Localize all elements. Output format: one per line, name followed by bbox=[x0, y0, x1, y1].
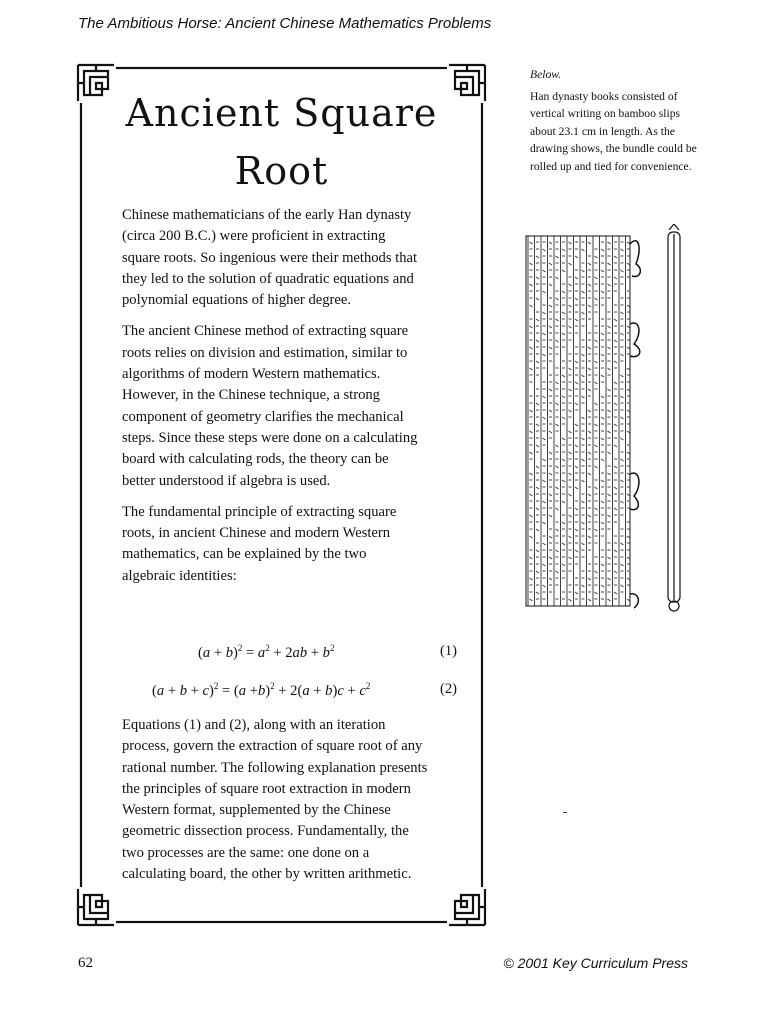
equation-1-expression: $(a + b)^2 = a^2 + 2ab + b^2$ bbox=[198, 643, 335, 661]
paragraph-1-part-b: ) were proficient in extracting square roots. So ingenious were their methods that they led to the solution of quadratic equations and polynomial equations of higher degree. bbox=[122, 228, 418, 309]
corner-ornament-bottom-right bbox=[445, 885, 489, 929]
caption-lead: Below. bbox=[530, 68, 562, 81]
caption-text: Han dynasty books consisted of vertical writing on bamboo slips about 23.1 cm in length. As the drawing shows, the bundle could be rolled up and tied for convenience. bbox=[530, 89, 697, 173]
era-abbreviation: B.C. bbox=[184, 228, 212, 245]
bamboo-slip-lines bbox=[528, 236, 630, 606]
page-number: 62 bbox=[78, 955, 93, 971]
article-body-continued bbox=[122, 715, 432, 885]
paragraph-4: Equations (1) and (2), along with an iteration process, govern the extraction of square root of any rational number. The following explanation presents the principles of square root extraction in modern Western format, supplemented by the Chinese geometric dissection process. Fundamentally, the two processes are the same: one done on a calculating board, the other by written arithmetic. bbox=[122, 717, 428, 883]
equation-2-number: (2) bbox=[440, 681, 458, 697]
page-title-line-1: Ancient Square bbox=[125, 91, 438, 135]
illustration-caption bbox=[530, 66, 700, 176]
equation-2-expression: $(a + b + c)^2 = (a +b)^2 + 2(a + b)c + c^2$ bbox=[152, 681, 371, 699]
paragraph-1 bbox=[122, 205, 422, 311]
corner-ornament-bottom-left bbox=[74, 885, 118, 929]
binding-cords bbox=[630, 241, 640, 608]
stray-mark bbox=[563, 812, 567, 813]
page-title-line-2: Root bbox=[234, 149, 329, 193]
paragraph-1-part-a: Chinese mathematicians of the early Han dynasty (circa 200 bbox=[122, 207, 412, 245]
paragraph-2: The ancient Chinese method of extracting square roots relies on division and estimation, similar to algorithms of modern Western mathematics. However, in the Chinese technique, a strong component of geometry clarifies the mechanical steps. Since these steps were done on a calculating board with calculating rods, the theory can be better understood if algebra is used. bbox=[122, 323, 418, 489]
rolled-bamboo-bundle bbox=[668, 224, 680, 611]
copyright-notice: © 2001 Key Curriculum Press bbox=[503, 955, 688, 971]
bamboo-book-illustration bbox=[524, 224, 694, 616]
article-box bbox=[78, 65, 485, 925]
paragraph-3: The fundamental principle of extracting square roots, in ancient Chinese and modern Western mathematics, can be explained by the two algebraic identities: bbox=[122, 503, 397, 584]
equation-1-number: (1) bbox=[440, 643, 458, 659]
article-body bbox=[122, 205, 422, 597]
running-header: The Ambitious Horse: Ancient Chinese Mathematics Problems bbox=[78, 15, 492, 32]
